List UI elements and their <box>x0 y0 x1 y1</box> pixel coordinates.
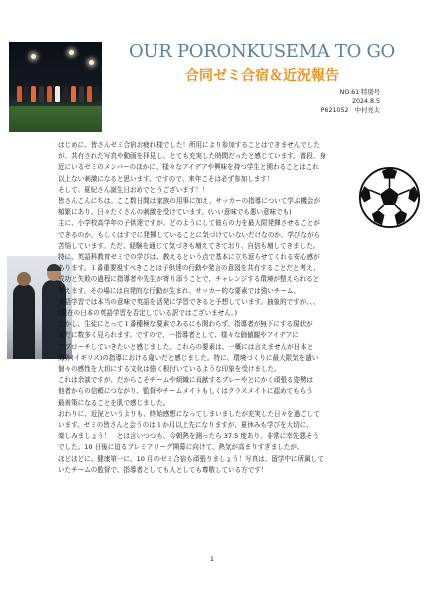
body-line: 考えます。その場には自発的な行動が生まれ、サッカー的な要素では強いチーム、 <box>58 286 301 295</box>
body-line: 苦悩しています。ただ、経験を通じて気づきも増えてきており、自信も増してきました。 <box>58 241 320 250</box>
body-line: 頻繁にあり、日々たくさんの刺激を受けています。(いい意味でも悪い意味でも) <box>58 208 292 217</box>
body-line: 海外(イギリス)の指導における違いだと感じました。特に、環境づくりに最大限気を遣い <box>58 353 319 362</box>
body-line: アプローチしていきたいと感じました。これらの要素は、一概には言えませんが日本と <box>58 342 314 351</box>
body-line: 他者からの信頼につながり、監督やチームメイトもしくはクラスメイトに認めてもらう <box>58 387 313 396</box>
body-line: 最善策になることを肌で感じました。 <box>58 398 170 407</box>
body-line: そして、夏紀さん誕生日おめでとうございます！！ <box>58 185 209 194</box>
team-photo <box>9 42 102 132</box>
body-line: おわりに、近況というよりも、終始感想になってしまいましたが充実した日々を過ごして <box>58 409 320 418</box>
body-line: 未だに数多く見られます。ですので、一指導者として、様々な価値観やアイデアに <box>58 331 299 340</box>
body-line: 英語学習では本当の意味で英語を活発に学習できると予想しています。抽象的ですが、、、 <box>58 297 320 306</box>
body-line: 個々の感性を大切にする文化は強く根付いているような印象を受けました。 <box>58 365 281 374</box>
body-line: はじめに、皆さんゼミ合宿お疲れ様でした！所用により参加することはできませんでした <box>58 141 320 149</box>
soccer-ball-icon <box>358 166 421 229</box>
body-line: 主に、小学校高学年の子供達ですが、どのようにして彼らの力を最大限発揮させることが <box>58 219 320 228</box>
issue-number: NO.61 特別号 <box>339 89 380 96</box>
body-line: 楽しみましょう！ とは言いつつも、今朝熱を測ったら 37.5 度あり、非常に幸先悪そう <box>58 432 319 441</box>
body-line: ほどほどに、健康第一に、10 月のゼミ合宿も頑張りましょう！写真は、留学中に所属して <box>58 454 324 463</box>
newsletter-subtitle: 合同ゼミ合宿＆近況報告 <box>185 68 339 84</box>
page-number: 1 <box>209 555 215 563</box>
body-line: が、共有された写真や動画を拝見し、とても充実した時間だったと感じています。普段、身 <box>58 152 326 161</box>
article-body <box>58 140 363 476</box>
body-line: 特に、英語科教育ゼミでの学びは、教えるという点で基本に立ち返らせてくれる安心感が <box>58 253 320 262</box>
body-line: 皆さんこんにちは。ここ数日間は家族の用事に加え、サッカーの指導について学ぶ機会が <box>58 197 321 206</box>
issue-meta <box>321 88 380 115</box>
body-line: あります。１番重要視すべきことは子供達の行動や発言の意図を共有することだと考え、 <box>58 264 320 273</box>
body-line: いたチームの監督で、指導者としても人としても尊敬している方です！ <box>58 465 268 474</box>
body-line: 成功と失敗の過程に指導者や先生が寄り添うことで、チャレンジする環境が整えられると <box>58 275 320 284</box>
body-line: これは余談ですが、だからこそチームや組織に貢献するプレーやとにかく頑張る姿勢は <box>58 376 314 385</box>
body-line: います。ゼミの皆さんと会うのは１か月以上先になりますが、夏休みも学びを大切に、 <box>58 421 313 430</box>
body-line: でした。10 日後に迫るプレミアリーグ開幕に向けて、熱気が高まりすぎましたが、 <box>58 443 304 452</box>
issue-date: 2024.8.5 <box>351 98 380 105</box>
body-line: (現在の日本の英語学習を否定している訳ではございません。) <box>58 309 237 318</box>
body-line: できるのか、もしくはすでに発揮していることに気づけていないだけなのか、学びながら <box>58 230 321 239</box>
newsletter-title: OUR PORONKUSEMA TO GO <box>128 41 396 62</box>
body-line: 近にいるゼミのメンバーのほかに、様々なアイデアや興味を持つ学生と関わることはこれ <box>58 163 319 172</box>
author: P621052 中村亮太 <box>320 107 380 114</box>
body-line: 以上ない刺激になると思います。ですので、来年こそは必ず参加します！ <box>58 174 274 183</box>
body-line: しかし、生徒にとって１番種極な要素であるにも関わらず、指導者が無下にする現状が <box>58 320 313 329</box>
